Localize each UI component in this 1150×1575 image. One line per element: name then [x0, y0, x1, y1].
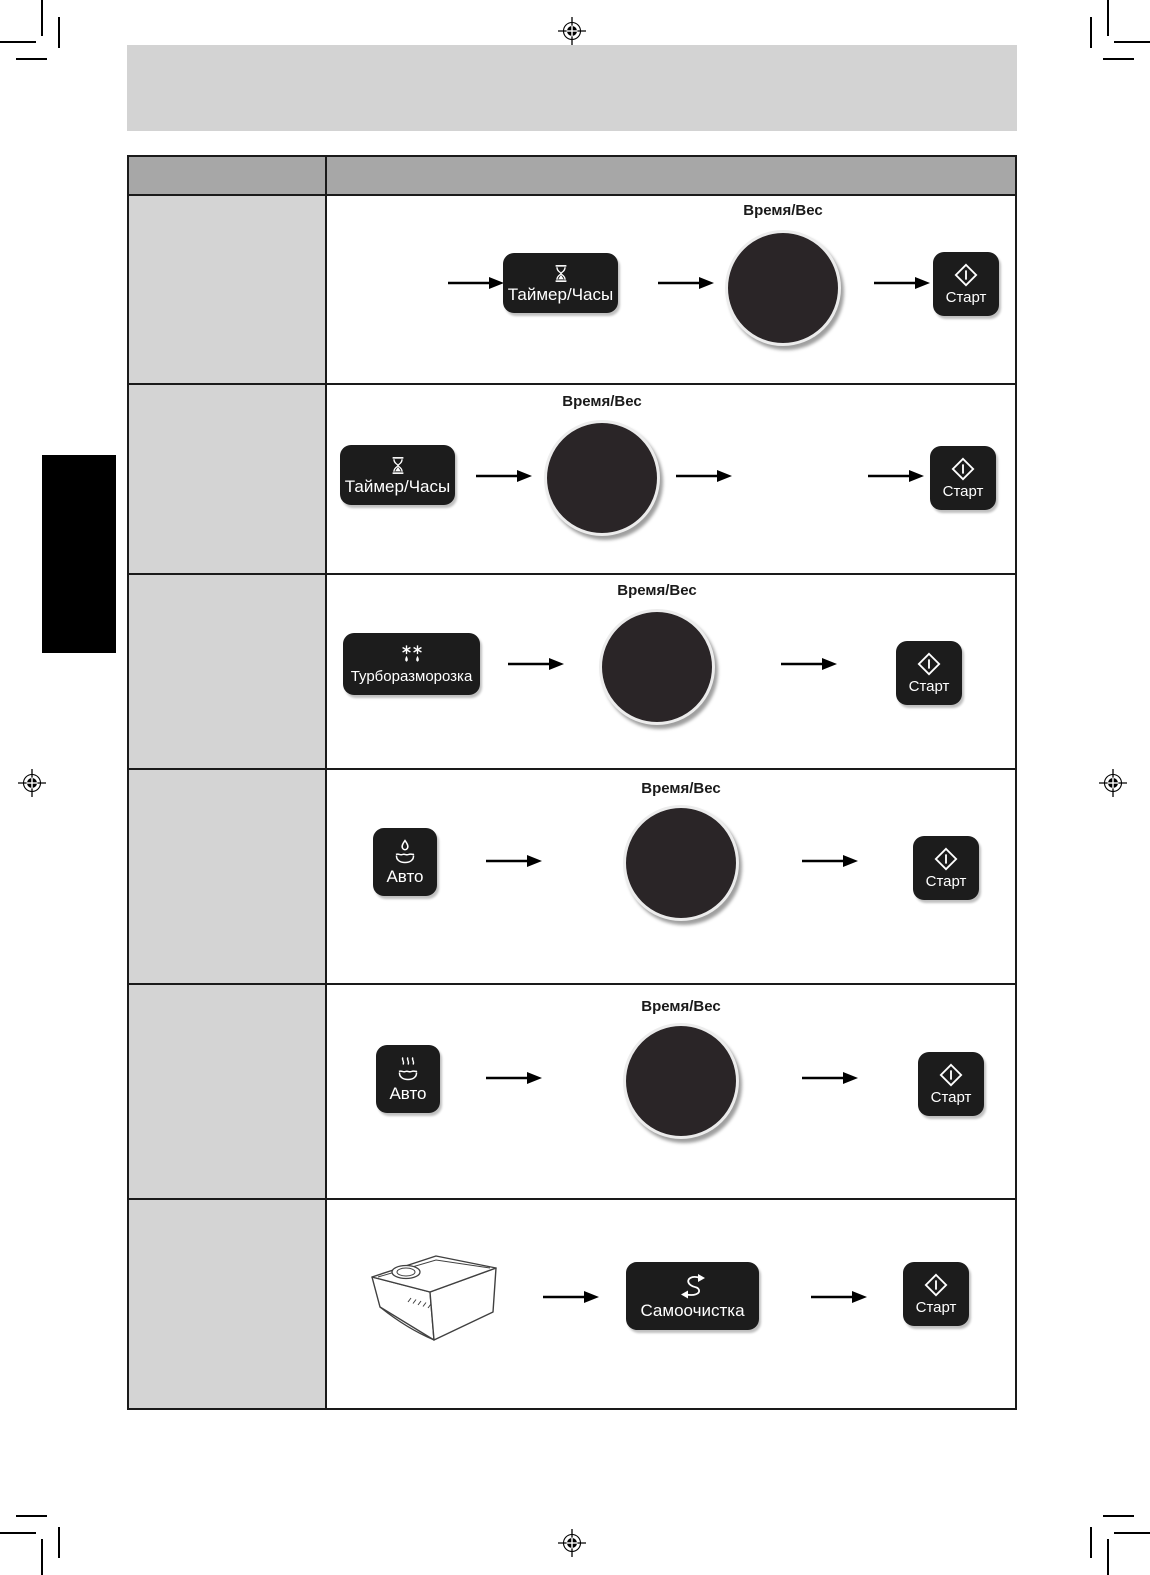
- trim-mark: [16, 1515, 47, 1517]
- auto-button: [376, 1045, 440, 1113]
- trim-mark: [1103, 58, 1134, 60]
- time-weight-dial: [623, 805, 739, 921]
- dial-label: Время/Вес: [641, 780, 721, 797]
- row-label-cell: [129, 575, 327, 768]
- start-icon: [924, 1273, 948, 1297]
- table-row: [129, 196, 1015, 385]
- arrow-icon: [543, 1290, 599, 1304]
- arrow-icon: [448, 276, 504, 290]
- arrow-icon: [658, 276, 714, 290]
- arrow-icon: [781, 657, 837, 671]
- header-cell-left: [129, 157, 327, 194]
- start-button: [903, 1262, 969, 1326]
- row-label-cell: [129, 196, 327, 383]
- steam-drop-icon: [392, 839, 418, 865]
- start-icon: [939, 1063, 963, 1087]
- arrow-icon: [811, 1290, 867, 1304]
- row-steps-cell: [327, 575, 1015, 768]
- trim-mark: [41, 0, 43, 36]
- trim-mark: [16, 58, 47, 60]
- start-icon: [954, 263, 978, 287]
- hourglass-icon: [389, 456, 407, 475]
- registration-mark-icon: [558, 17, 586, 45]
- trim-mark: [58, 17, 60, 48]
- button-label: Авто: [389, 1084, 427, 1103]
- row-steps-cell: [327, 1200, 1015, 1408]
- start-icon: [917, 652, 941, 676]
- dial-label: Время/Вес: [641, 998, 721, 1015]
- row-steps-cell: [327, 385, 1015, 573]
- trim-mark: [0, 41, 36, 43]
- trim-mark: [1107, 1539, 1109, 1575]
- trim-mark: [1107, 0, 1109, 36]
- registration-mark-icon: [558, 1529, 586, 1557]
- start-button: [913, 836, 979, 900]
- button-label: Таймер/Часы: [507, 284, 614, 304]
- table-row: [129, 385, 1015, 575]
- start-label: Старт: [915, 1299, 957, 1316]
- arrow-icon: [868, 469, 924, 483]
- time-weight-dial: [599, 609, 715, 725]
- row-steps-cell: [327, 985, 1015, 1198]
- trim-mark: [1090, 1527, 1092, 1558]
- header-cell-right: [327, 157, 1015, 194]
- start-icon: [951, 457, 975, 481]
- button-label: Авто: [386, 867, 424, 886]
- table-header-row: [129, 157, 1015, 196]
- arrow-icon: [676, 469, 732, 483]
- arrow-icon: [486, 1071, 542, 1085]
- table-row: [129, 985, 1015, 1200]
- arrow-icon: [486, 854, 542, 868]
- auto-button: [373, 828, 437, 896]
- self-clean-icon: [678, 1273, 708, 1299]
- dial-label: Время/Вес: [562, 393, 642, 410]
- start-label: Старт: [930, 1089, 972, 1106]
- row-steps-cell: [327, 770, 1015, 983]
- row-label-cell: [129, 770, 327, 983]
- trim-mark: [1114, 41, 1150, 43]
- timer-clock-button: [340, 445, 455, 505]
- row-steps-cell: [327, 196, 1015, 383]
- time-weight-dial: [623, 1023, 739, 1139]
- self-clean-button: [626, 1262, 759, 1330]
- row-label-cell: [129, 985, 327, 1198]
- trim-mark: [1103, 1515, 1134, 1517]
- dial-label: Время/Вес: [617, 582, 697, 599]
- water-tank-illustration: [366, 1252, 501, 1347]
- trim-mark: [1090, 17, 1092, 48]
- arrow-icon: [476, 469, 532, 483]
- defrost-icon: [397, 644, 427, 666]
- time-weight-dial: [544, 420, 660, 536]
- start-button: [933, 252, 999, 316]
- start-label: Старт: [925, 873, 967, 890]
- row-label-cell: [129, 385, 327, 573]
- arrow-icon: [508, 657, 564, 671]
- table-row: [129, 575, 1015, 770]
- arrow-icon: [874, 276, 930, 290]
- page-title-band: [127, 45, 1017, 131]
- operation-table: [127, 155, 1017, 1410]
- row-label-cell: [129, 1200, 327, 1408]
- arrow-icon: [802, 1071, 858, 1085]
- button-label: Турборазморозка: [350, 668, 473, 685]
- registration-mark-icon: [1099, 769, 1127, 797]
- button-label: Таймер/Часы: [344, 476, 451, 496]
- trim-mark: [58, 1527, 60, 1558]
- hourglass-icon: [552, 264, 570, 283]
- trim-mark: [41, 1539, 43, 1575]
- dial-label: Время/Вес: [743, 202, 823, 219]
- button-label: Самоочистка: [640, 1301, 745, 1320]
- start-icon: [934, 847, 958, 871]
- start-button: [918, 1052, 984, 1116]
- start-button: [930, 446, 996, 510]
- registration-mark-icon: [18, 769, 46, 797]
- start-label: Старт: [908, 678, 950, 695]
- start-label: Старт: [945, 289, 987, 306]
- table-row: [129, 770, 1015, 985]
- arrow-icon: [802, 854, 858, 868]
- timer-clock-button: [503, 253, 618, 313]
- time-weight-dial: [725, 230, 841, 346]
- trim-mark: [1114, 1532, 1150, 1534]
- turbo-defrost-button: [343, 633, 480, 695]
- start-label: Старт: [942, 483, 984, 500]
- chapter-tab: [42, 455, 116, 653]
- trim-mark: [0, 1532, 36, 1534]
- start-button: [896, 641, 962, 705]
- steam-dish-icon: [395, 1056, 421, 1082]
- table-row: [129, 1200, 1015, 1408]
